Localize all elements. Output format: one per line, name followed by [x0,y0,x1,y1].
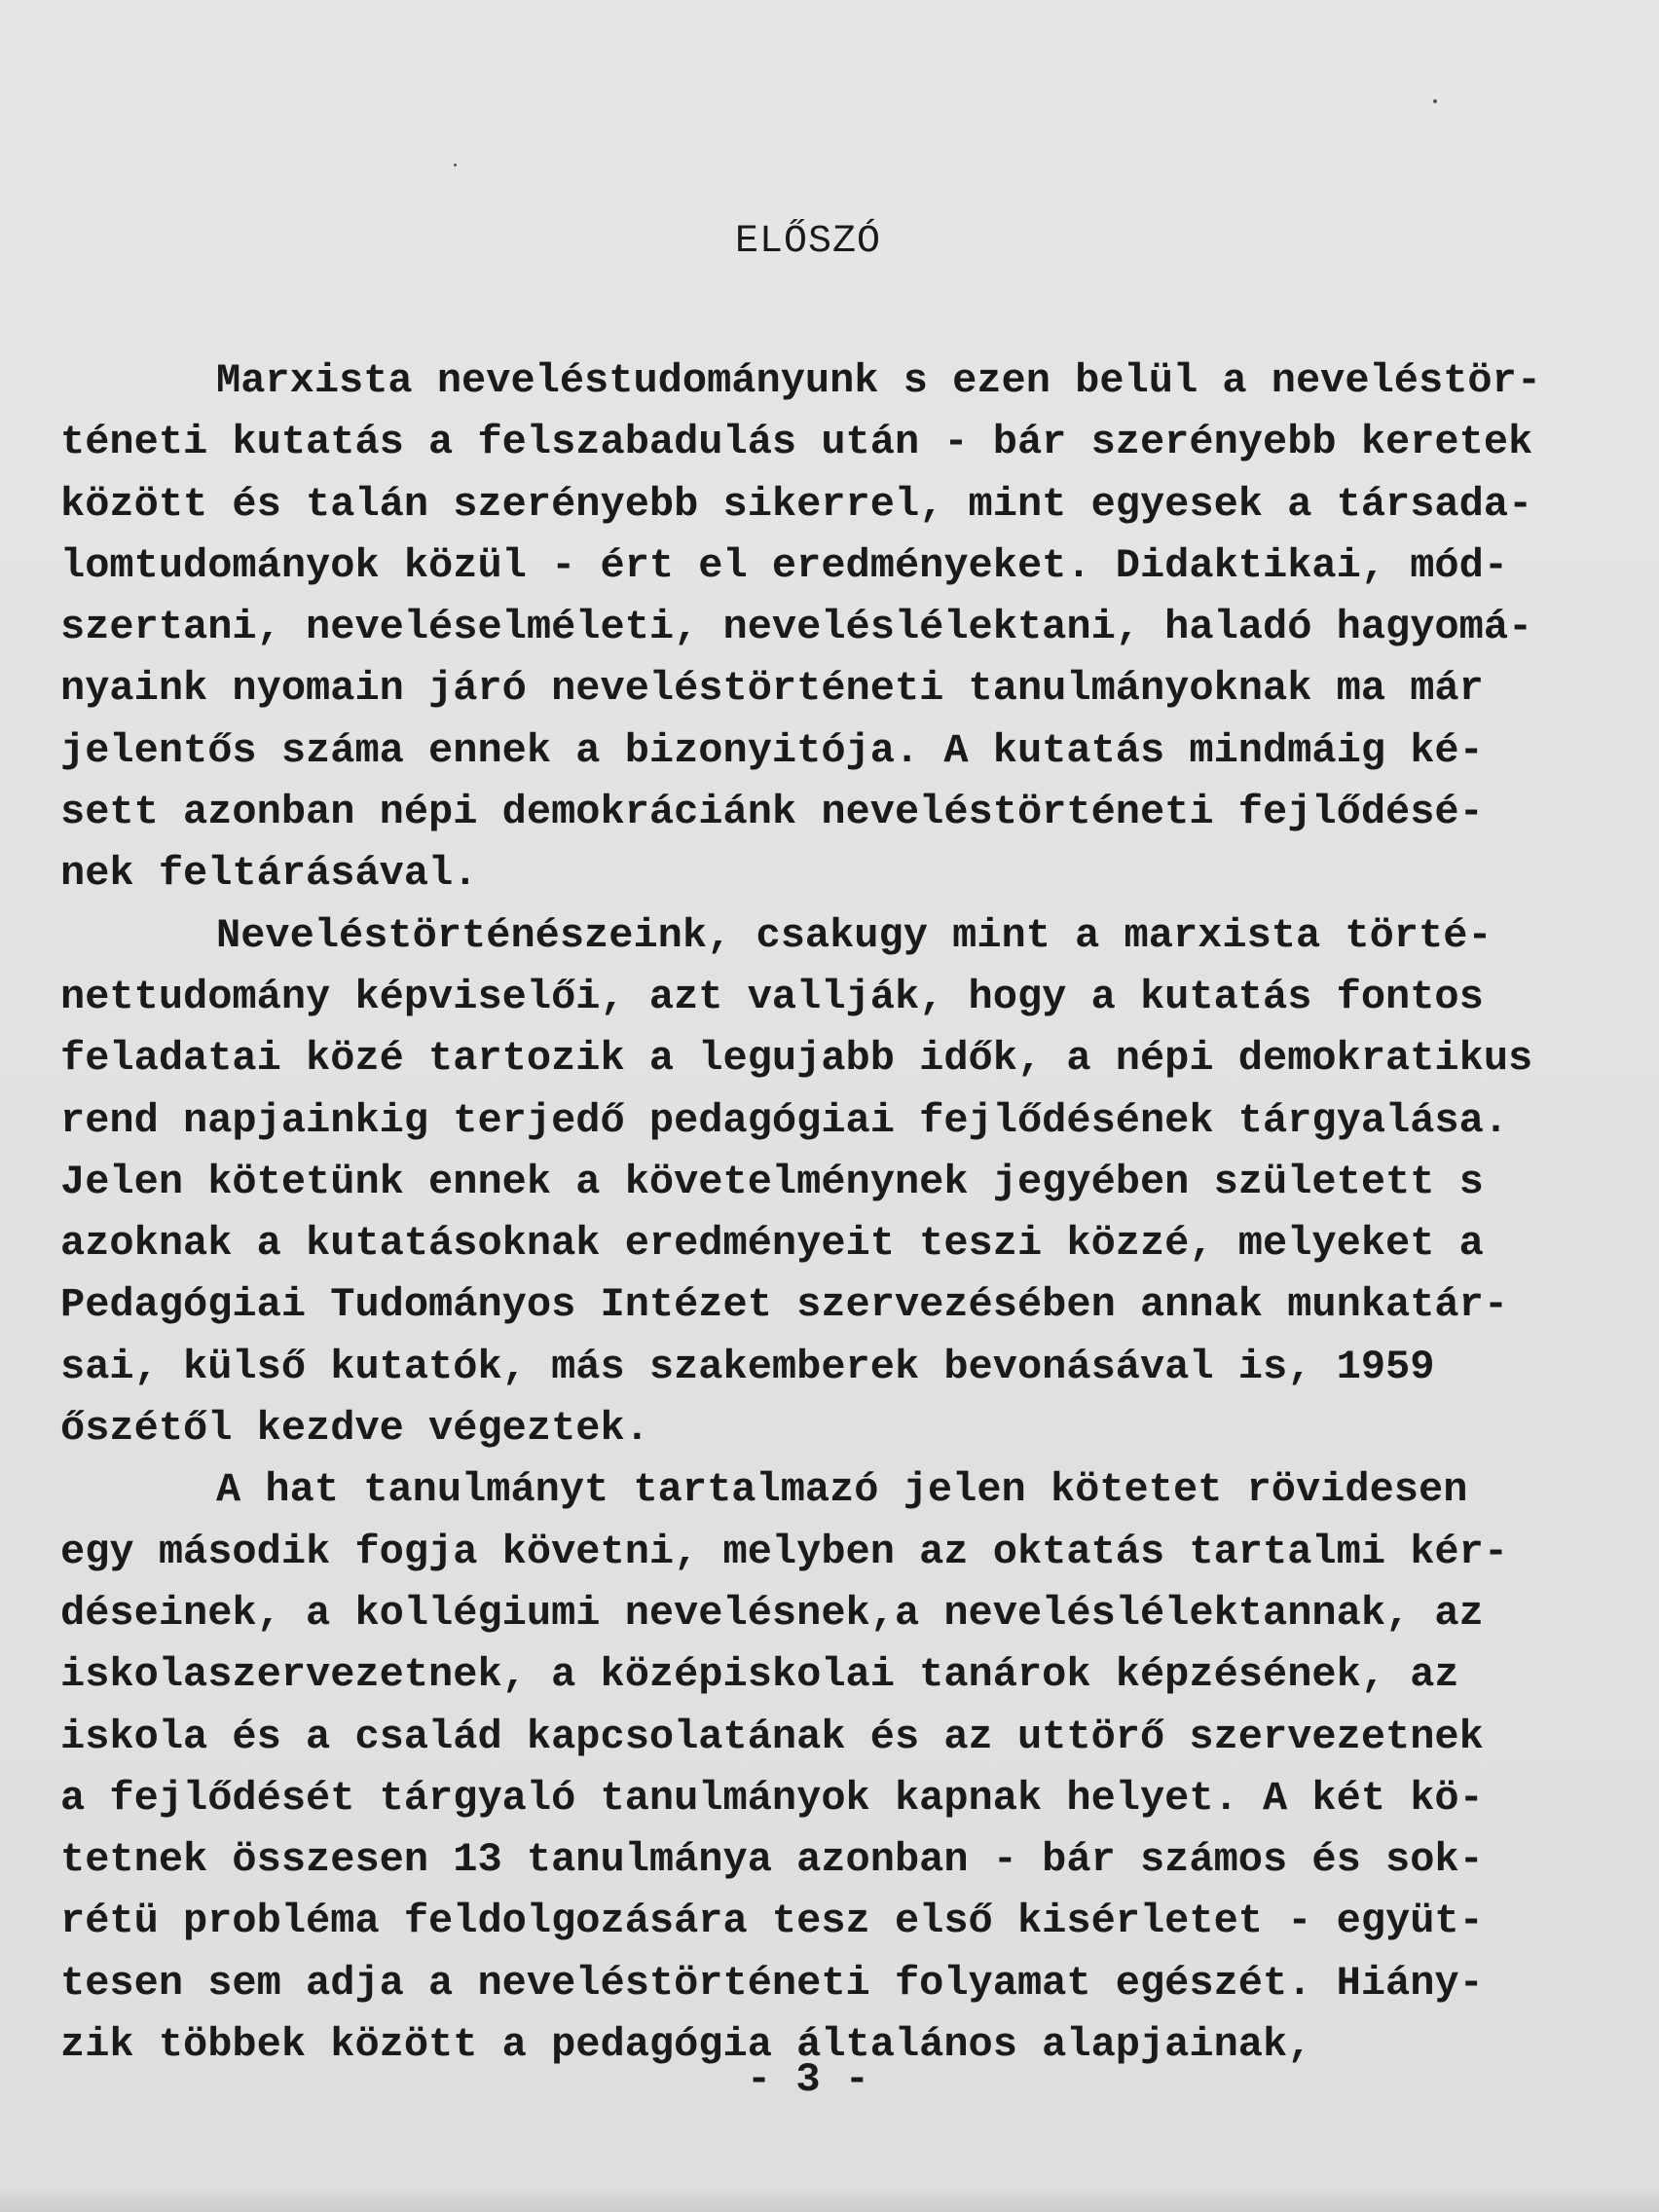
text-line: őszétől kezdve végeztek. [60,1405,649,1453]
paper-speck [1433,99,1437,103]
text-line: iskolaszervezetnek, a középiskolai tanárok képzésének, az [60,1651,1459,1699]
text-line: A hat tanulmányt tartalmazó jelen kötetet rövidesen [216,1466,1468,1514]
text-line: tetnek összesen 13 tanulmánya azonban - bár számos és sok- [60,1836,1484,1884]
text-line: Marxista neveléstudományunk s ezen belül a neveléstör- [216,357,1542,404]
body-text [60,350,1599,2076]
text-line: jelentős száma ennek a bizonyitója. A kutatás mindmáig ké- [60,726,1484,774]
text-line: rétü probléma feldolgozására tesz első kisérletet - együt- [60,1898,1484,1945]
text-line: azoknak a kutatásoknak eredményeit teszi közzé, melyeket a [60,1220,1484,1268]
text-line: zik többek között a pedagógia általános alapjainak, [60,2021,1312,2069]
text-line: egy második fogja követni, melyben az oktatás tartalmi kér- [60,1528,1509,1575]
text-line: lomtudományok közül - ért el eredményeket. Didaktikai, mód- [60,541,1509,589]
text-line: sett azonban népi demokráciánk neveléstörténeti fejlődésé- [60,789,1484,836]
text-line: nek feltárásával. [60,850,478,898]
paper-speck [454,164,457,166]
page-edge-shadow [0,2185,1659,2212]
text-line: déseinek, a kollégiumi nevelésnek,a neveléslélektannak, az [60,1589,1484,1637]
page-title: ELŐSZÓ [734,220,882,264]
text-line: tesen sem adja a neveléstörténeti folyamat egészét. Hiány- [60,1959,1484,2007]
text-line: rend napjainkig terjedő pedagógiai fejlődésének tárgyalása. [60,1096,1509,1144]
text-line: sai, külső kutatók, más szakemberek bevonásával is, 1959 [60,1343,1435,1390]
text-line: Jelen kötetünk ennek a követelménynek jegyében született s [60,1158,1484,1205]
page-number: - 3 - [746,2056,870,2103]
text-line: között és talán szerényebb sikerrel, mint egyesek a társada- [60,480,1533,528]
text-line: a fejlődését tárgyaló tanulmányok kapnak helyet. A két kö- [60,1774,1484,1822]
text-line: Neveléstörténészeink, csakugy mint a marxista törté- [216,911,1493,959]
text-line: feladatai közé tartozik a legujabb idők, a népi demokratikus [60,1035,1533,1083]
text-line: iskola és a család kapcsolatának és az uttörő szervezetnek [60,1713,1484,1760]
text-line: nettudomány képviselői, azt vallják, hogy a kutatás fontos [60,973,1484,1020]
text-line: Pedagógiai Tudományos Intézet szervezésében annak munkatár- [60,1281,1509,1329]
text-line: téneti kutatás a felszabadulás után - bár szerényebb keretek [60,419,1533,466]
text-line: szertani, neveléselméleti, neveléslélektani, haladó hagyomá- [60,604,1533,651]
text-line: nyaink nyomain járó neveléstörténeti tanulmányoknak ma már [60,665,1484,713]
